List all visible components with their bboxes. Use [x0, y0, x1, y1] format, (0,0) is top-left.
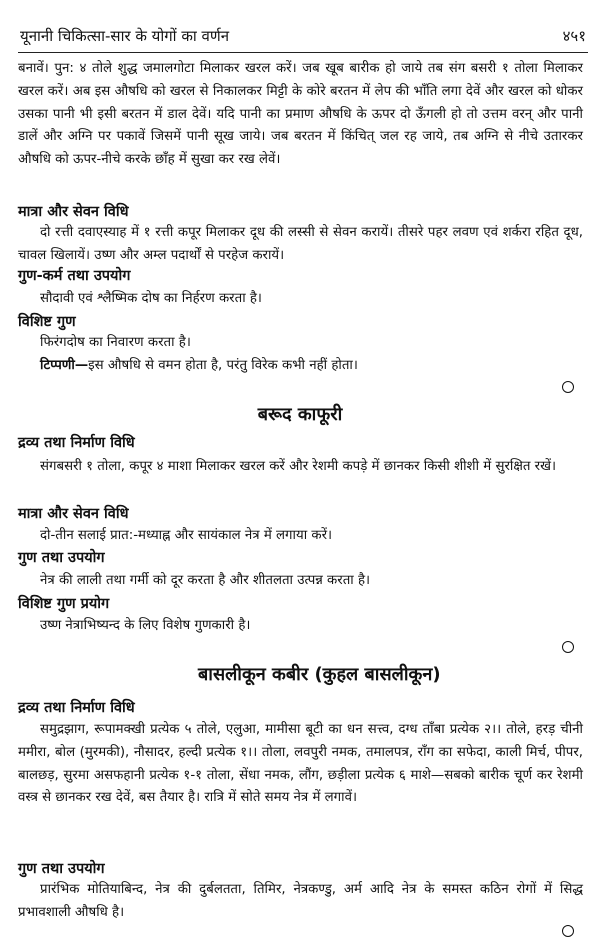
properties-text: नेत्र की लाली तथा गर्मी को दूर करता है और शीतलता उत्पन्न करता है।: [40, 573, 371, 588]
ingredients-text: संगबसरी १ तोला, कपूर ४ माशा मिलाकर खरल करें और रेशमी कपड़े में छानकर किसी शीशी में सुरक्षित रखें।: [40, 459, 557, 474]
heading-special: विशिष्ट गुण: [18, 314, 76, 330]
circle-ornament: [562, 641, 574, 653]
special-text: फिरंगदोष का निवारण करता है।: [40, 335, 191, 350]
header-rule: [18, 52, 588, 53]
note-text: इस औषधि से वमन होता है, परंतु विरेक कभी नहीं होता।: [88, 358, 358, 373]
note-line: [40, 356, 358, 376]
running-header: [20, 26, 586, 48]
heading-properties: गुण तथा उपयोग: [18, 550, 105, 566]
dose-text: दो-तीन सलाई प्रात:-मध्याह्न और सायंकाल नेत्र में लगाया करें।: [40, 528, 333, 543]
section-title: बरूद काफूरी: [257, 404, 343, 425]
note-label: टिप्पणी—: [40, 358, 89, 373]
circle-ornament: [562, 381, 574, 393]
intro-paragraph: बनावें। पुन: ४ तोले शुद्ध जमालगोटा मिलाकर खरल करें। जब खूब बारीक हो जाये तब संग बसरी १ तोला मिलाकर खरल करें। अब इस औषधि को खरल से निकालकर मिट्टी के कोरे बरतन में लेप की भाँति लगा देवें और खरल को धोकर उसका पानी भी इसी बरतन में डाल देवें। यदि पानी का प्रमाण औषधि के ऊपर दो ऊँगली हो तो उत्तम वरन् और पानी डालें और अग्नि पर पकावें जिसमें पानी सूख जाये। जब बरतन में किंचित् जल रह जाये, तब अग्नि से नीचे उतारकर औषधि को ऊपर-नीचे करके छाँह में सुखा कर रख लेवें।: [18, 61, 583, 168]
heading-dose: मात्रा और सेवन विधि: [18, 506, 129, 522]
dose-text: दो रत्ती दवाएस्याह में १ रत्ती कपूर मिलाकर दूध की लस्सी से सेवन करायें। तीसरे पहर लवण एवं शर्करा रहित दूध, चावल खिलायें। उष्ण और अम्ल पदार्थों से परहेज करायें।: [18, 225, 583, 263]
properties-text: सौदावी एवं श्लैष्मिक दोष का निर्हरण करता है।: [40, 291, 262, 306]
heading-dose: मात्रा और सेवन विधि: [18, 204, 129, 220]
running-title: यूनानी चिकित्सा-सार के योगों का वर्णन: [20, 27, 230, 45]
page-number: ४५१: [562, 27, 586, 45]
heading-special: विशिष्ट गुण प्रयोग: [18, 596, 110, 612]
heading-ingredients: द्रव्य तथा निर्माण विधि: [18, 700, 135, 716]
properties-text: प्रारंभिक मोतियाबिन्द, नेत्र की दुर्बलतता, तिमिर, नेत्रकण्डु, अर्म आदि नेत्र के समस्त कठिन रोगों में सिद्ध प्रभावशाली औषधि है।: [18, 882, 583, 920]
section-title: बासलीकून कबीर (कुहल बासलीकून): [198, 664, 441, 685]
heading-properties: गुण तथा उपयोग: [18, 861, 105, 877]
heading-properties: गुण-कर्म तथा उपयोग: [18, 268, 131, 284]
heading-ingredients: द्रव्य तथा निर्माण विधि: [18, 435, 135, 451]
ingredients-text: समुद्रझाग, रूपामक्खी प्रत्येक ५ तोले, एलुआ, मामीसा बूटी का धन सत्त्व, दग्ध ताँबा प्रत्येक २।। तोले, हरड़ चीनी ममीरा, बोल (मुरमकी), नौसादर, हल्दी प्रत्येक १।। तोला, लवपुरी नमक, तमालपत्र, राँग का सफेदा, काली मिर्च, पीपर, बालछड़, सुरमा असफहानी प्रत्येक १-१ तोला, सेंधा नमक, लौंग, छड़ीला प्रत्येक ६ माशे—सबको बारीक चूर्ण कर रेशमी वस्त्र से छानकर रख देवें, बस तैयार है। रात्रि में सोते समय नेत्र में लगावें।: [18, 722, 583, 806]
circle-ornament: [562, 925, 574, 937]
special-text: उष्ण नेत्राभिष्यन्द के लिए विशेष गुणकारी है।: [40, 618, 251, 633]
